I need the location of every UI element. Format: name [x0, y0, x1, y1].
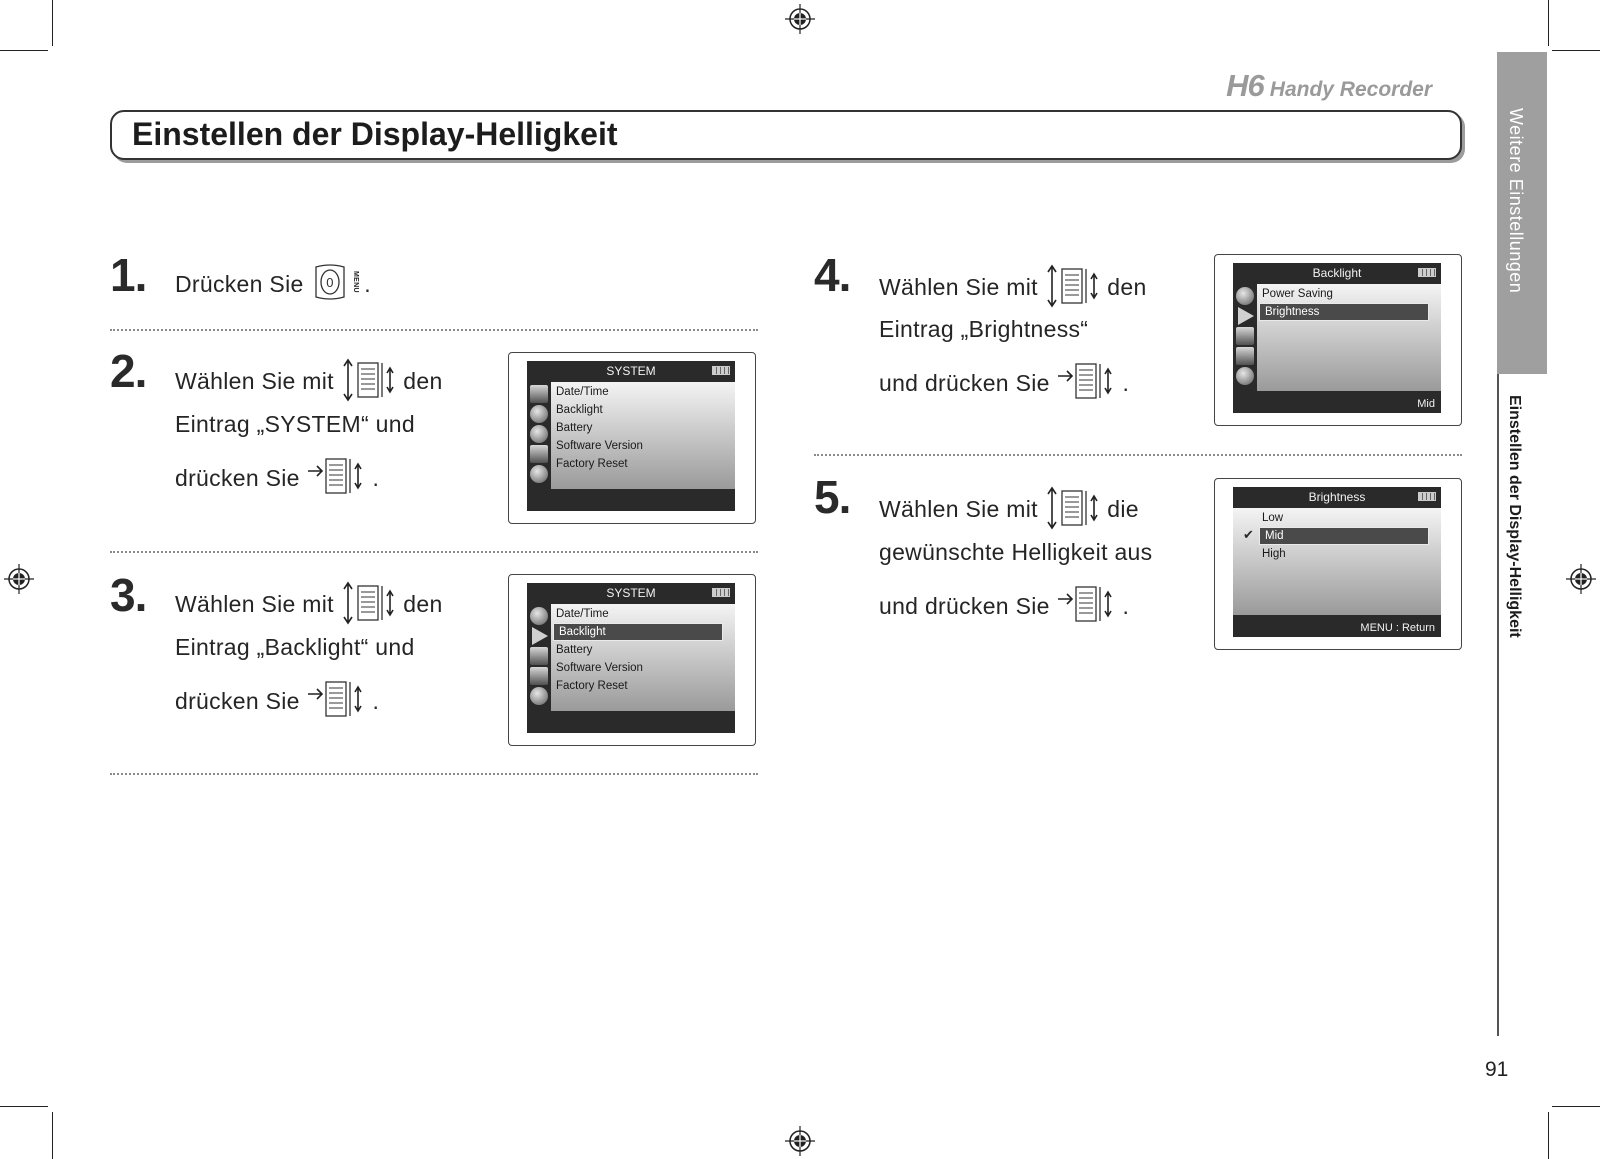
step-text: Wählen Sie mit [879, 274, 1038, 301]
step-text: den [403, 591, 443, 618]
crop-mark [1552, 50, 1600, 51]
scroll-wheel-press-icon [1056, 583, 1122, 627]
screen-sidebar [1233, 284, 1257, 391]
screen-system [508, 352, 756, 524]
scroll-wheel-updown-icon [1045, 263, 1101, 309]
record-icon [530, 607, 548, 625]
step-5-line-3 [879, 586, 1129, 630]
menu-item: Factory Reset [556, 458, 628, 470]
page-title-box [110, 110, 1462, 160]
crop-mark [1548, 1112, 1549, 1159]
divider [814, 454, 1462, 456]
screen-title: Backlight [1312, 266, 1362, 280]
screen-menu [551, 382, 735, 489]
menu-item-selected: Backlight [553, 623, 723, 641]
step-text: Wählen Sie mit [175, 368, 334, 395]
menu-item: Factory Reset [556, 680, 628, 692]
step-text: und drücken Sie [879, 370, 1050, 397]
divider [110, 329, 758, 331]
input-icon [1236, 347, 1254, 365]
brand-model: H6 [1226, 68, 1264, 103]
screen-footer: MENU : Return [1360, 622, 1435, 634]
menu-item: Backlight [556, 404, 603, 416]
battery-icon [1418, 492, 1436, 501]
globe-icon [530, 425, 548, 443]
step-text: gewünschte Helligkeit aus [879, 539, 1153, 565]
menu-item-selected: Brightness [1259, 303, 1429, 321]
step-text: Wählen Sie mit [175, 591, 334, 618]
step-3-line-3 [175, 681, 379, 725]
crop-mark [1548, 0, 1549, 46]
step-number: 5. [814, 471, 851, 523]
step-text: die [1107, 496, 1139, 523]
menu-item-selected: Mid [1259, 527, 1429, 545]
screen-menu [551, 604, 735, 711]
scroll-wheel-press-icon [306, 455, 372, 499]
crop-mark [0, 1106, 48, 1107]
menu-item: Battery [556, 422, 593, 434]
crop-mark [52, 0, 53, 46]
screen-backlight [1214, 254, 1462, 426]
music-note-icon [530, 647, 548, 665]
screen-brightness [1214, 478, 1462, 650]
gear-icon [1236, 367, 1254, 385]
page-number: 91 [1485, 1058, 1509, 1081]
screen-title: Brightness [1308, 490, 1366, 504]
step-5-line-1 [879, 488, 1139, 534]
step-number: 3. [110, 569, 147, 621]
menu-item: Battery [556, 644, 593, 656]
step-2-line-3 [175, 458, 379, 502]
step-text: . [1122, 593, 1130, 620]
scroll-wheel-press-icon [306, 678, 372, 722]
record-icon [1236, 287, 1254, 305]
input-icon [530, 667, 548, 685]
step-number: 2. [110, 345, 147, 397]
screen-footer: Mid [1417, 398, 1435, 410]
menu-item: Date/Time [556, 386, 609, 398]
divider [110, 551, 758, 553]
side-tab-topic: Einstellen der Display-Helligkeit [1506, 395, 1523, 638]
screen-title: SYSTEM [606, 364, 656, 378]
menu-item: Software Version [556, 662, 643, 674]
registration-mark-icon [785, 1126, 815, 1156]
step-4-line-3 [879, 363, 1129, 407]
menu-item: Low [1262, 512, 1284, 524]
input-icon [530, 385, 548, 403]
step-text: . [364, 271, 371, 298]
registration-mark-icon [4, 564, 34, 594]
sd-card-icon [530, 445, 548, 463]
page-title: Einstellen der Display-Helligkeit [132, 116, 618, 152]
scroll-wheel-updown-icon [341, 357, 397, 403]
menu-item: Power Saving [1262, 288, 1333, 300]
step-number: 1. [110, 249, 147, 301]
step-text: Eintrag „Backlight“ und [175, 634, 415, 660]
step-2-line-1 [175, 360, 443, 406]
menu-button-icon [310, 263, 364, 303]
scroll-wheel-updown-icon [341, 580, 397, 626]
step-text: Wählen Sie mit [879, 496, 1038, 523]
music-note-icon [1236, 327, 1254, 345]
menu-item: Software Version [556, 440, 643, 452]
svg-text:MENU: MENU [352, 271, 360, 293]
step-text: Drücken Sie [175, 271, 304, 298]
divider [110, 773, 758, 775]
step-text: den [1107, 274, 1147, 301]
step-text: . [1122, 370, 1130, 397]
usb-icon [530, 465, 548, 483]
step-4-line-1 [879, 266, 1147, 312]
registration-mark-icon [785, 4, 815, 34]
battery-icon [712, 366, 730, 375]
step-text: drücken Sie [175, 465, 300, 492]
step-text: . [372, 465, 380, 492]
screen-menu [1257, 284, 1441, 391]
screen-sidebar [527, 604, 551, 711]
battery-icon [1418, 268, 1436, 277]
screen-menu [1233, 508, 1441, 615]
crop-mark [52, 1112, 53, 1159]
scroll-wheel-updown-icon [1045, 485, 1101, 531]
device-screen [1233, 487, 1441, 637]
screen-title: SYSTEM [606, 586, 656, 600]
device-screen [1233, 263, 1441, 413]
crop-mark [0, 50, 48, 51]
step-text: den [403, 368, 443, 395]
step-text: und drücken Sie [879, 593, 1050, 620]
gear-icon [530, 405, 548, 423]
brand-product: Handy Recorder [1269, 78, 1432, 101]
svg-text:0: 0 [326, 275, 335, 290]
menu-item: High [1262, 548, 1286, 560]
menu-item: Date/Time [556, 608, 609, 620]
step-text: Eintrag „Brightness“ [879, 316, 1089, 342]
battery-icon [712, 588, 730, 597]
screen-system-backlight [508, 574, 756, 746]
play-icon [1238, 307, 1254, 325]
step-text: drücken Sie [175, 688, 300, 715]
side-tab-section: Weitere Einstellungen [1506, 108, 1526, 294]
step-3-line-1 [175, 583, 443, 629]
side-divider [1497, 374, 1499, 1036]
gear-icon [530, 687, 548, 705]
step-1-line [175, 266, 371, 306]
device-screen [527, 361, 735, 511]
scroll-wheel-press-icon [1056, 360, 1122, 404]
step-text: . [372, 688, 380, 715]
play-icon [532, 627, 548, 645]
device-screen [527, 583, 735, 733]
step-text: Eintrag „SYSTEM“ und [175, 411, 415, 437]
step-number: 4. [814, 249, 851, 301]
checkmark-icon: ✔ [1243, 527, 1254, 542]
crop-mark [1552, 1106, 1600, 1107]
screen-sidebar [527, 382, 551, 489]
brand-header [1226, 68, 1432, 104]
registration-mark-icon [1566, 564, 1596, 594]
